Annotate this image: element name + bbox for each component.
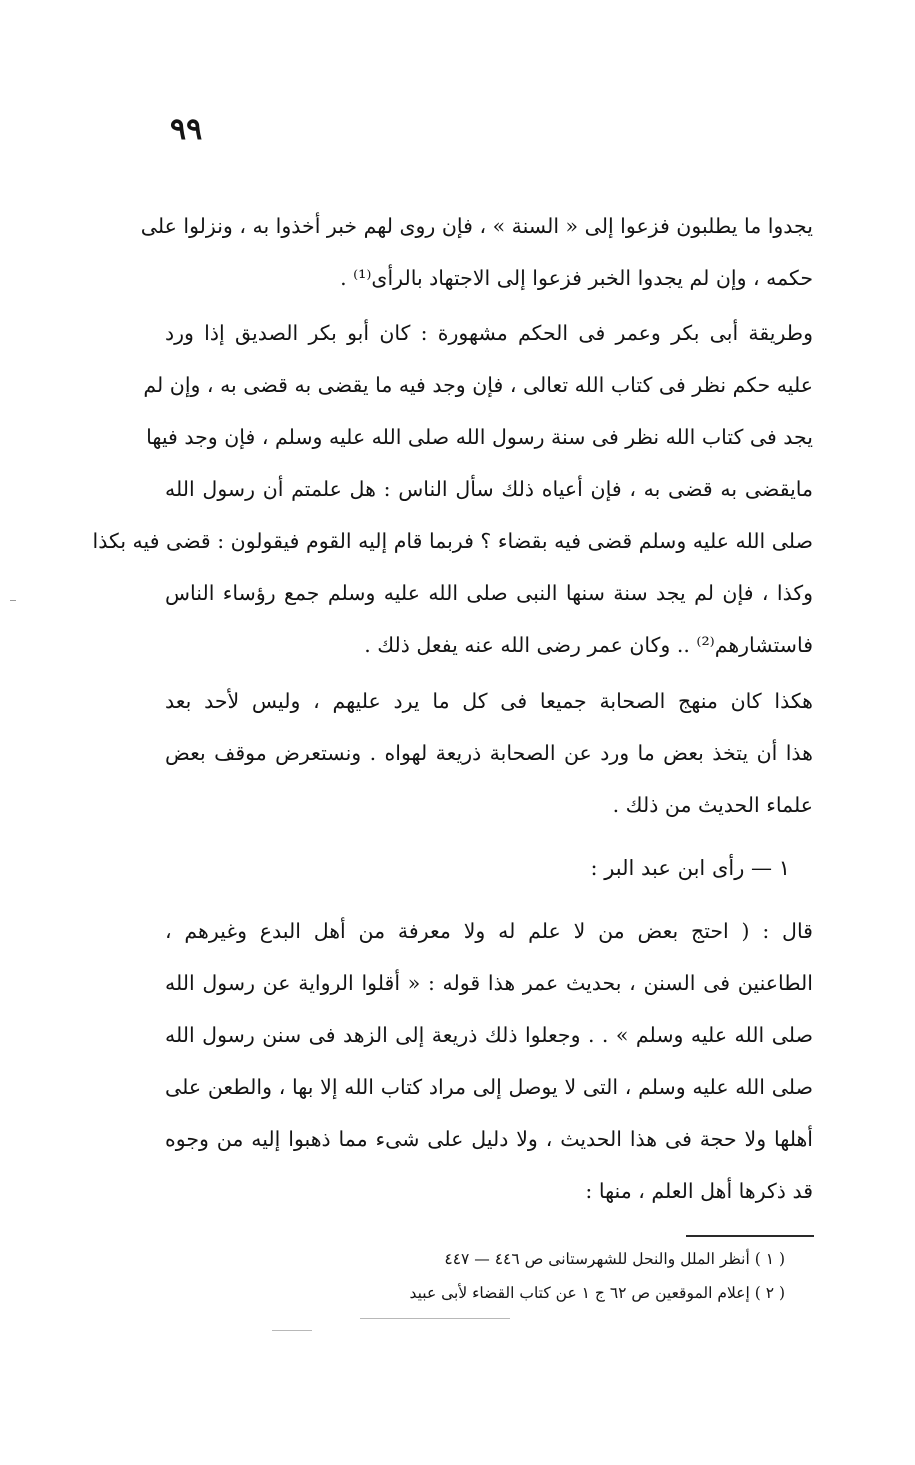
text-line: صلى الله عليه وسلم ، التى لا يوصل إلى مراد كتاب الله إلا بها ، والطعن على — [165, 1075, 813, 1099]
text-line: قال : ( احتج بعض من لا علم له ولا معرفة من أهل البدع وغيرهم ، — [165, 919, 813, 943]
text-line: عليه حكم نظر فى كتاب الله تعالى ، فإن وجد فيه ما يقضى به قضى به ، وإن لم — [143, 373, 813, 397]
text-line: مايقضى به قضى به ، فإن أعياه ذلك سأل الناس : هل علمتم أن رسول الله — [165, 477, 813, 501]
scan-artifact-dot — [10, 600, 16, 601]
section-heading: ١ — رأى ابن عبد البر : — [590, 856, 790, 880]
text-line: الطاعنين فى السنن ، بحديث عمر هذا قوله : « أقلوا الرواية عن رسول الله — [165, 971, 813, 995]
text-line: وكذا ، فإن لم يجد سنة سنها النبى صلى الله عليه وسلم جمع رؤساء الناس — [165, 581, 813, 605]
scan-artifact-line — [272, 1330, 312, 1331]
text-line: فاستشارهم⁽²⁾ .. وكان عمر رضى الله عنه يفعل ذلك . — [364, 633, 813, 657]
footnote-2: ( ٢ ) إعلام الموقعين ص ٦٢ ج ١ عن كتاب القضاء لأبى عبيد — [409, 1284, 785, 1302]
text-line: هذا أن يتخذ بعض ما ورد عن الصحابة ذريعة لهواه . ونستعرض موقف بعض — [165, 741, 813, 765]
text-line: صلى الله عليه وسلم » . . وجعلوا ذلك ذريعة إلى الزهد فى سنن رسول الله — [165, 1023, 813, 1047]
text-line: علماء الحديث من ذلك . — [612, 793, 813, 817]
paragraph-3 — [165, 675, 813, 831]
text-line: قد ذكرها أهل العلم ، منها : — [585, 1179, 813, 1203]
text-line: يجد فى كتاب الله نظر فى سنة رسول الله صلى الله عليه وسلم ، فإن وجد فيها — [146, 425, 813, 449]
paragraph-2 — [92, 307, 813, 671]
footnote-1: ( ١ ) أنظر الملل والنحل للشهرستانى ص ٤٤٦ — ٤٤٧ — [444, 1250, 785, 1268]
text-line: صلى الله عليه وسلم قضى فيه بقضاء ؟ فربما قام إليه القوم فيقولون : قضى فيه بكذا — [92, 529, 813, 553]
text-line: يجدوا ما يطلبون فزعوا إلى « السنة » ، فإن روى لهم خبر أخذوا به ، ونزلوا على — [140, 214, 813, 238]
footnotes — [340, 1242, 785, 1310]
footnote-divider — [686, 1235, 814, 1237]
paragraph-1 — [140, 200, 813, 304]
page-number: ٩٩ — [170, 112, 203, 147]
text-line: وطريقة أبى بكر وعمر فى الحكم مشهورة : كان أبو بكر الصديق إذا ورد — [165, 321, 813, 345]
text-line: حكمه ، وإن لم يجدوا الخبر فزعوا إلى الاجتهاد بالرأى⁽¹⁾ . — [340, 266, 813, 290]
scan-artifact-line — [360, 1318, 510, 1319]
paragraph-4 — [165, 905, 813, 1217]
text-line: هكذا كان منهج الصحابة جميعا فى كل ما يرد عليهم ، وليس لأحد بعد — [165, 689, 813, 713]
text-line: أهلها ولا حجة فى هذا الحديث ، ولا دليل على شىء مما ذهبوا إليه من وجوه — [165, 1127, 813, 1151]
